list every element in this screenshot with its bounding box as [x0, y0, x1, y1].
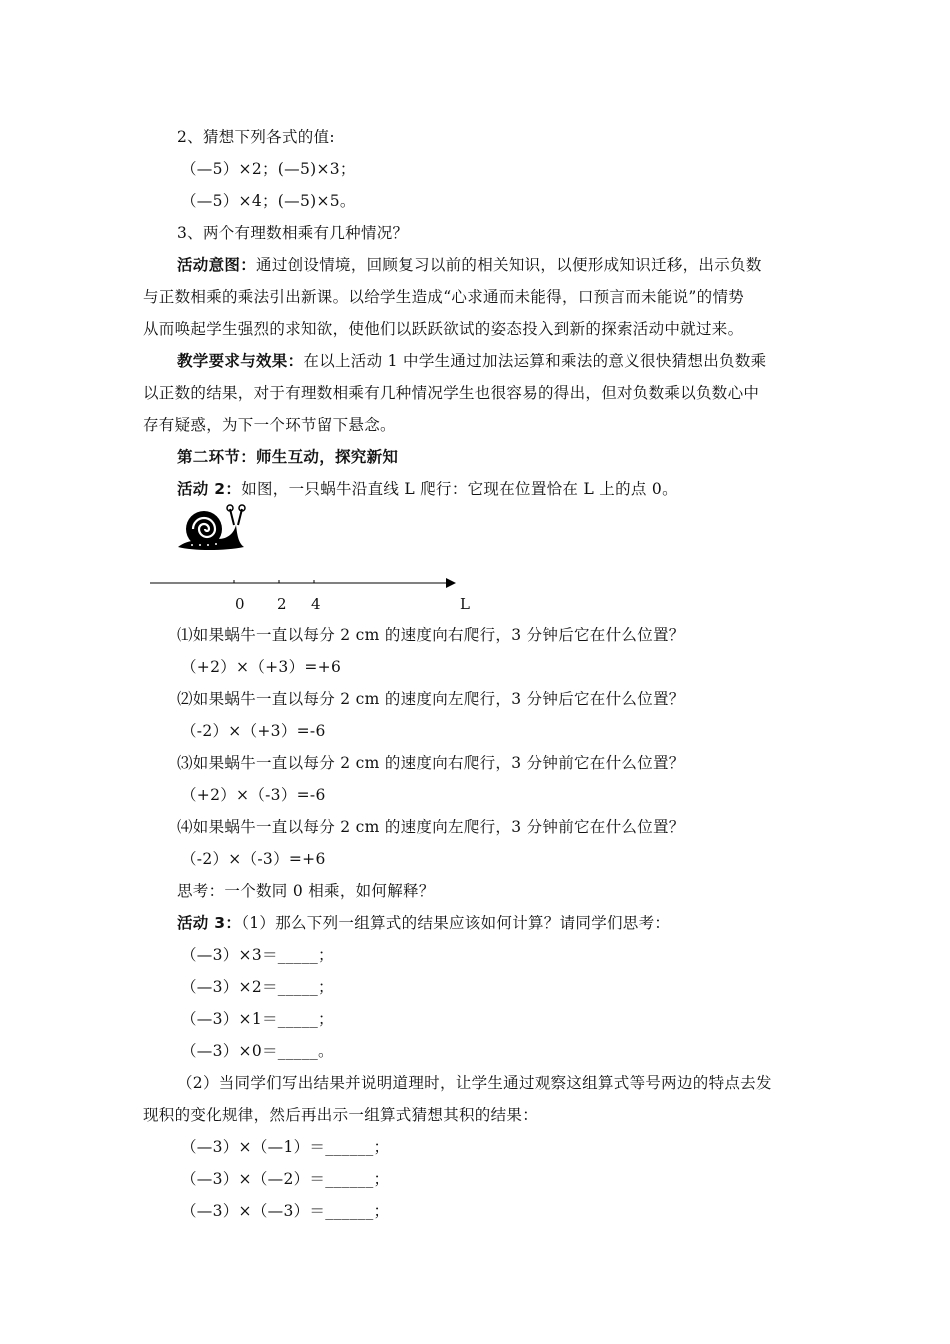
- answer-expression: （-2）×（+3）=-6: [181, 722, 326, 740]
- activity-2-line: [177, 479, 678, 499]
- expression-line: （—5）×2；(—5)×3；: [181, 160, 356, 178]
- question-2: 2、猜想下列各式的值:: [177, 128, 335, 146]
- paragraph-line: 从而唤起学生强烈的求知欲，使他们以跃跃欲试的姿态投入到新的探索活动中就过来。: [143, 320, 744, 338]
- question-item: ⑶如果蜗牛一直以每分 2 cm 的速度向右爬行，3 分钟前它在什么位置？: [177, 754, 685, 772]
- line-label: L: [460, 595, 470, 613]
- question-item: ⑷如果蜗牛一直以每分 2 cm 的速度向左爬行，3 分钟前它在什么位置？: [177, 818, 685, 836]
- section-heading: 第二环节：师生互动，探究新知: [177, 448, 399, 466]
- paragraph-line: 现积的变化规律，然后再出示一组算式猜想其积的结果：: [143, 1106, 539, 1124]
- activity-3-line: [177, 913, 670, 933]
- exercise-expression: （—3）×（—3）＝______；: [181, 1202, 390, 1220]
- paragraph-line: 与正数相乘的乘法引出新课。以给学生造成“心求通而未能得，口预言而未能说”的情势: [143, 288, 745, 306]
- paragraph-line: 存有疑惑，为下一个环节留下悬念。: [143, 416, 396, 434]
- question-3: 3、两个有理数相乘有几种情况？: [177, 224, 409, 242]
- answer-expression: （+2）×（-3）=-6: [181, 786, 326, 804]
- paragraph-line: （2）当同学们写出结果并说明道理时，让学生通过观察这组算式等号两边的特点去发: [177, 1074, 772, 1092]
- activity-3-label: 活动 3：: [177, 914, 242, 932]
- paragraph-line: 以正数的结果，对于有理数相乘有几种情况学生也很容易的得出，但对负数乘以负数心中: [143, 384, 760, 402]
- tick-label: 4: [311, 595, 321, 613]
- tick-label: 0: [235, 595, 245, 613]
- paragraph-text: 在以上活动 1 中学生通过加法运算和乘法的意义很快猜想出负数乘: [303, 352, 767, 370]
- paragraph-text: 通过创设情境，回顾复习以前的相关知识，以便形成知识迁移，出示负数: [256, 256, 762, 274]
- exercise-expression: （—3）×2＝_____；: [181, 978, 334, 996]
- exercise-expression: （—3）×0＝_____。: [181, 1042, 334, 1060]
- activity-2-label: 活动 2：: [177, 480, 242, 498]
- number-line: [150, 574, 470, 594]
- paragraph-text: 如图，一只蜗牛沿直线 L 爬行：它现在位置恰在 L 上的点 0。: [241, 480, 678, 498]
- exercise-expression: （—3）×（—2）＝______；: [181, 1170, 390, 1188]
- question-item: ⑴如果蜗牛一直以每分 2 cm 的速度向右爬行，3 分钟后它在什么位置？: [177, 626, 685, 644]
- exercise-expression: （—3）×1＝_____；: [181, 1010, 334, 1028]
- expression-line: （—5）×4；(—5)×5。: [181, 192, 356, 210]
- think-prompt: 思考：一个数同 0 相乘，如何解释？: [177, 882, 435, 900]
- teaching-requirements-label: 教学要求与效果：: [177, 352, 304, 370]
- teaching-requirements-paragraph: [177, 351, 766, 371]
- exercise-expression: （—3）×3＝_____；: [181, 946, 334, 964]
- question-item: ⑵如果蜗牛一直以每分 2 cm 的速度向左爬行，3 分钟后它在什么位置？: [177, 690, 685, 708]
- snail-icon: [174, 503, 250, 553]
- exercise-expression: （—3）×（—1）＝______；: [181, 1138, 390, 1156]
- activity-intent-label: 活动意图：: [177, 256, 257, 274]
- answer-expression: （+2）×（+3）=+6: [181, 658, 342, 676]
- activity-intent-paragraph: [177, 255, 762, 275]
- tick-label: 2: [277, 595, 287, 613]
- arrow-right-icon: [446, 578, 456, 588]
- answer-expression: （-2）×（-3）=+6: [181, 850, 326, 868]
- paragraph-text: （1）那么下列一组算式的结果应该如何计算？请同学们思考：: [241, 914, 671, 932]
